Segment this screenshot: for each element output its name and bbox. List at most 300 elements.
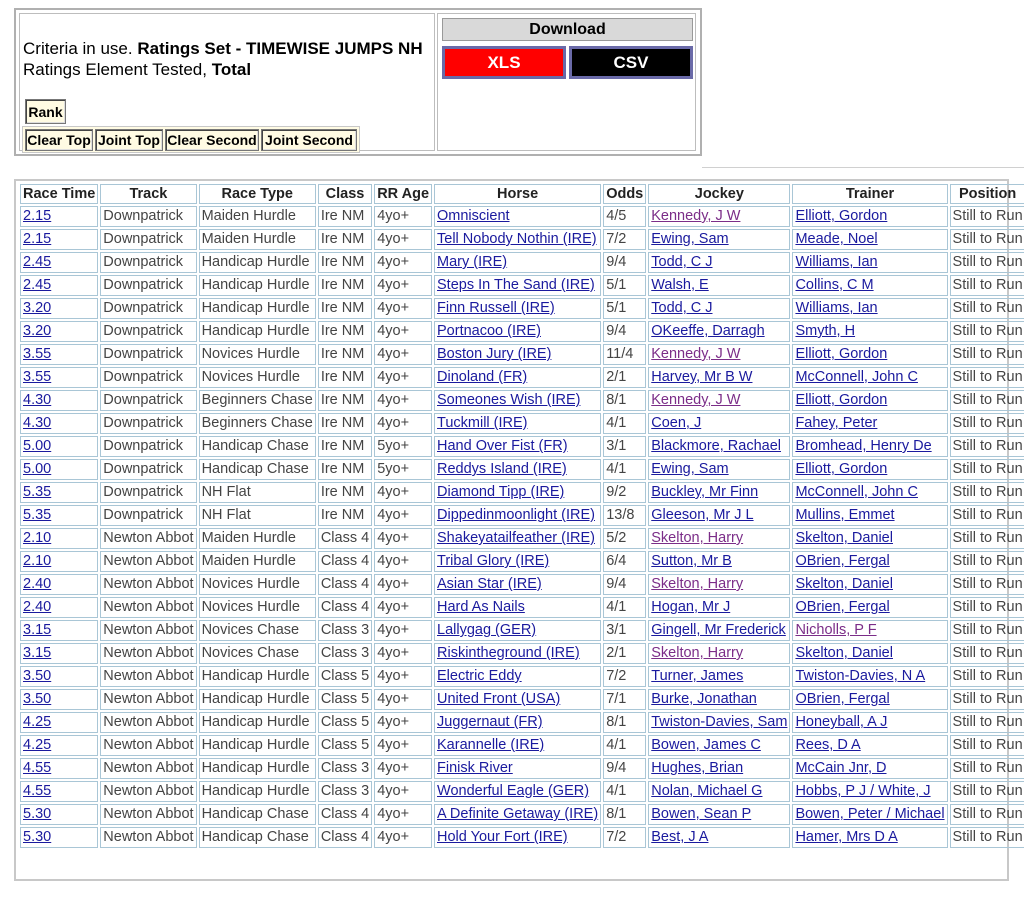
race-time-link[interactable]: 2.40 (23, 576, 52, 592)
jockey-link[interactable]: Skelton, Harry (651, 645, 744, 661)
trainer-link[interactable]: Williams, Ian (795, 300, 878, 316)
cell-class: Class 3 (318, 781, 372, 802)
cell-position: Still to Run (950, 804, 1024, 825)
table-row (20, 804, 1024, 825)
horse-link[interactable]: Diamond Tipp (IRE) (437, 484, 565, 500)
cell-race-time (20, 712, 98, 733)
race-time-link[interactable]: 5.00 (23, 438, 52, 454)
cell-rr-age: 4yo+ (374, 620, 432, 641)
horse-link[interactable]: Hold Your Fort (IRE) (437, 829, 568, 845)
cell-race-type: Maiden Hurdle (199, 229, 316, 250)
cell-track: Downpatrick (100, 505, 196, 526)
cell-odds: 7/1 (603, 689, 646, 710)
cell-rr-age: 4yo+ (374, 275, 432, 296)
horse-link[interactable]: Lallygag (GER) (437, 622, 537, 638)
trainer-link[interactable]: Skelton, Daniel (795, 576, 893, 592)
joint-second-button[interactable]: Joint Second (261, 129, 357, 151)
cell-odds: 4/1 (603, 597, 646, 618)
cell-trainer (792, 390, 947, 411)
cell-class: Class 5 (318, 712, 372, 733)
race-time-link[interactable]: 2.10 (23, 553, 52, 569)
cell-position: Still to Run (950, 689, 1024, 710)
jockey-link[interactable]: Sutton, Mr B (651, 553, 732, 569)
cell-jockey (648, 689, 790, 710)
cell-race-time (20, 459, 98, 480)
table-header-row (20, 184, 1024, 204)
cell-class: Ire NM (318, 275, 372, 296)
table-row (20, 321, 1024, 342)
cell-rr-age: 4yo+ (374, 574, 432, 595)
horse-link[interactable]: Juggernaut (FR) (437, 714, 543, 730)
cell-track: Newton Abbot (100, 689, 196, 710)
cell-trainer (792, 666, 947, 687)
cell-position: Still to Run (950, 528, 1024, 549)
trainer-link[interactable]: Collins, C M (795, 277, 874, 293)
cell-rr-age: 4yo+ (374, 505, 432, 526)
race-time-link[interactable]: 3.20 (23, 323, 52, 339)
cell-horse (434, 252, 601, 273)
cell-race-type: NH Flat (199, 505, 316, 526)
cell-odds: 11/4 (603, 344, 646, 365)
cell-class: Class 4 (318, 528, 372, 549)
cell-class: Class 4 (318, 574, 372, 595)
horse-link[interactable]: Dinoland (FR) (437, 369, 528, 385)
horse-link[interactable]: Boston Jury (IRE) (437, 346, 552, 362)
cell-horse (434, 367, 601, 388)
cell-rr-age: 4yo+ (374, 390, 432, 411)
cell-odds: 5/1 (603, 275, 646, 296)
horse-link[interactable]: A Definite Getaway (IRE) (437, 806, 599, 822)
jockey-link[interactable]: Twiston-Davies, Sam (651, 714, 788, 730)
clear-second-button[interactable]: Clear Second (165, 129, 259, 151)
cell-race-type: Beginners Chase (199, 413, 316, 434)
cell-jockey (648, 252, 790, 273)
race-time-link[interactable]: 5.35 (23, 484, 52, 500)
cell-track: Newton Abbot (100, 712, 196, 733)
cell-jockey (648, 482, 790, 503)
cell-race-type: Handicap Hurdle (199, 275, 316, 296)
cell-position: Still to Run (950, 712, 1024, 733)
cell-class: Class 4 (318, 804, 372, 825)
cell-horse (434, 528, 601, 549)
cell-position: Still to Run (950, 275, 1024, 296)
table-row (20, 413, 1024, 434)
cell-horse (434, 666, 601, 687)
horse-link[interactable]: Steps In The Sand (IRE) (437, 277, 595, 293)
cell-trainer (792, 551, 947, 572)
race-time-link[interactable]: 2.15 (23, 231, 52, 247)
trainer-link[interactable]: Honeyball, A J (795, 714, 888, 730)
jockey-link[interactable]: Kennedy, J W (651, 346, 741, 362)
horse-link[interactable]: Electric Eddy (437, 668, 522, 684)
cell-track: Newton Abbot (100, 827, 196, 848)
cell-race-type: Handicap Hurdle (199, 666, 316, 687)
trainer-link[interactable]: Hamer, Mrs D A (795, 829, 898, 845)
cell-trainer (792, 482, 947, 503)
race-time-link[interactable]: 3.20 (23, 300, 52, 316)
cell-horse (434, 781, 601, 802)
trainer-link[interactable]: Elliott, Gordon (795, 461, 888, 477)
cell-race-type: Novices Hurdle (199, 344, 316, 365)
cell-race-time (20, 551, 98, 572)
cell-horse (434, 735, 601, 756)
column-header-race-time: Race Time (20, 184, 98, 204)
cell-track: Downpatrick (100, 298, 196, 319)
cell-trainer (792, 229, 947, 250)
cell-odds: 13/8 (603, 505, 646, 526)
race-time-link[interactable]: 4.55 (23, 783, 52, 799)
cell-jockey (648, 413, 790, 434)
cell-odds: 3/1 (603, 620, 646, 641)
horse-link[interactable]: Riskintheground (IRE) (437, 645, 580, 661)
cell-trainer (792, 413, 947, 434)
cell-rr-age: 4yo+ (374, 551, 432, 572)
jockey-link[interactable]: Burke, Jonathan (651, 691, 757, 707)
table-row (20, 735, 1024, 756)
cell-trainer (792, 689, 947, 710)
horse-link[interactable]: Finn Russell (IRE) (437, 300, 555, 316)
race-time-link[interactable]: 3.55 (23, 346, 52, 362)
criteria-prefix: Criteria in use. (23, 39, 133, 58)
jockey-link[interactable]: Bowen, Sean P (651, 806, 752, 822)
xls-download-button[interactable]: XLS (442, 46, 566, 79)
cell-trainer (792, 436, 947, 457)
cell-trainer (792, 712, 947, 733)
trainer-link[interactable]: Mullins, Emmet (795, 507, 895, 523)
race-time-link[interactable]: 3.50 (23, 668, 52, 684)
table-row (20, 620, 1024, 641)
horse-link[interactable]: Mary (IRE) (437, 254, 508, 270)
cell-rr-age: 4yo+ (374, 735, 432, 756)
cell-jockey (648, 551, 790, 572)
cell-horse (434, 827, 601, 848)
jockey-link[interactable]: Hughes, Brian (651, 760, 744, 776)
jockey-link[interactable]: Coen, J (651, 415, 702, 431)
horse-link[interactable]: Finisk River (437, 760, 513, 776)
cell-jockey (648, 712, 790, 733)
cell-race-time (20, 735, 98, 756)
jockey-link[interactable]: Skelton, Harry (651, 530, 744, 546)
trainer-link[interactable]: OBrien, Fergal (795, 599, 890, 615)
cell-race-time (20, 206, 98, 227)
race-time-link[interactable]: 2.45 (23, 254, 52, 270)
cell-race-type: Handicap Chase (199, 436, 316, 457)
race-time-link[interactable]: 5.30 (23, 806, 52, 822)
race-time-link[interactable]: 3.15 (23, 622, 52, 638)
joint-top-button[interactable]: Joint Top (95, 129, 163, 151)
jockey-link[interactable]: Nolan, Michael G (651, 783, 763, 799)
table-row (20, 551, 1024, 572)
download-box (437, 13, 696, 151)
rank-button[interactable]: Rank (25, 99, 66, 124)
jockey-link[interactable]: Blackmore, Rachael (651, 438, 781, 454)
cell-jockey (648, 620, 790, 641)
race-time-link[interactable]: 4.25 (23, 714, 52, 730)
race-time-link[interactable]: 2.10 (23, 530, 52, 546)
cell-jockey (648, 206, 790, 227)
race-time-link[interactable]: 5.35 (23, 507, 52, 523)
cell-horse (434, 482, 601, 503)
trainer-link[interactable]: Elliott, Gordon (795, 392, 888, 408)
cell-jockey (648, 459, 790, 480)
cell-rr-age: 4yo+ (374, 321, 432, 342)
cell-track: Downpatrick (100, 413, 196, 434)
cell-race-time (20, 413, 98, 434)
jockey-link[interactable]: Turner, James (651, 668, 744, 684)
cell-position: Still to Run (950, 298, 1024, 319)
cell-odds: 9/4 (603, 758, 646, 779)
horse-link[interactable]: Someones Wish (IRE) (437, 392, 581, 408)
cell-odds: 2/1 (603, 643, 646, 664)
cell-jockey (648, 275, 790, 296)
cell-track: Downpatrick (100, 252, 196, 273)
race-time-link[interactable]: 3.15 (23, 645, 52, 661)
cell-rr-age: 4yo+ (374, 229, 432, 250)
cell-race-time (20, 827, 98, 848)
trainer-link[interactable]: Williams, Ian (795, 254, 878, 270)
jockey-link[interactable]: OKeeffe, Darragh (651, 323, 765, 339)
cell-rr-age: 4yo+ (374, 367, 432, 388)
cell-track: Downpatrick (100, 344, 196, 365)
jockey-link[interactable]: Best, J A (651, 829, 709, 845)
race-time-link[interactable]: 2.45 (23, 277, 52, 293)
trainer-link[interactable]: Bromhead, Henry De (795, 438, 932, 454)
race-time-link[interactable]: 3.50 (23, 691, 52, 707)
cell-trainer (792, 643, 947, 664)
trainer-link[interactable]: McConnell, John C (795, 369, 918, 385)
cell-race-time (20, 482, 98, 503)
cell-race-time (20, 666, 98, 687)
cell-track: Newton Abbot (100, 528, 196, 549)
column-header-odds: Odds (603, 184, 646, 204)
cell-odds: 7/2 (603, 827, 646, 848)
table-row (20, 597, 1024, 618)
cell-race-time (20, 528, 98, 549)
race-time-link[interactable]: 5.30 (23, 829, 52, 845)
race-time-link[interactable]: 4.55 (23, 760, 52, 776)
cell-jockey (648, 528, 790, 549)
cell-class: Class 5 (318, 735, 372, 756)
table-row (20, 298, 1024, 319)
trainer-link[interactable]: Nicholls, P F (795, 622, 877, 638)
race-time-link[interactable]: 4.30 (23, 392, 52, 408)
race-time-link[interactable]: 5.00 (23, 461, 52, 477)
results-table (18, 182, 1024, 850)
cell-race-type: Novices Hurdle (199, 574, 316, 595)
cell-race-type: Novices Chase (199, 620, 316, 641)
cell-race-time (20, 804, 98, 825)
download-label: Download (442, 18, 693, 41)
race-time-link[interactable]: 2.15 (23, 208, 52, 224)
cell-rr-age: 4yo+ (374, 827, 432, 848)
cell-rr-age: 4yo+ (374, 528, 432, 549)
table-row (20, 275, 1024, 296)
trainer-link[interactable]: Twiston-Davies, N A (795, 668, 926, 684)
cell-track: Downpatrick (100, 321, 196, 342)
trainer-link[interactable]: Meade, Noel (795, 231, 878, 247)
table-row (20, 229, 1024, 250)
cell-position: Still to Run (950, 206, 1024, 227)
cell-position: Still to Run (950, 827, 1024, 848)
criteria-box (19, 13, 435, 151)
cell-horse (434, 206, 601, 227)
trainer-link[interactable]: Rees, D A (795, 737, 861, 753)
horse-link[interactable]: Portnacoo (IRE) (437, 323, 541, 339)
horse-link[interactable]: United Front (USA) (437, 691, 561, 707)
cell-trainer (792, 459, 947, 480)
cell-track: Downpatrick (100, 206, 196, 227)
cell-race-time (20, 390, 98, 411)
race-time-link[interactable]: 2.40 (23, 599, 52, 615)
results-container (14, 179, 1023, 881)
trainer-link[interactable]: McCain Jnr, D (795, 760, 887, 776)
trainer-link[interactable]: Fahey, Peter (795, 415, 878, 431)
horse-link[interactable]: Karannelle (IRE) (437, 737, 545, 753)
table-row (20, 643, 1024, 664)
race-time-link[interactable]: 4.30 (23, 415, 52, 431)
cell-class: Ire NM (318, 298, 372, 319)
horse-link[interactable]: Reddys Island (IRE) (437, 461, 567, 477)
jockey-link[interactable]: Ewing, Sam (651, 461, 729, 477)
cell-race-time (20, 275, 98, 296)
cell-race-type: Novices Hurdle (199, 367, 316, 388)
horse-link[interactable]: Tell Nobody Nothin (IRE) (437, 231, 597, 247)
trainer-link[interactable]: McConnell, John C (795, 484, 918, 500)
trainer-link[interactable]: Elliott, Gordon (795, 208, 888, 224)
cell-class: Class 3 (318, 620, 372, 641)
jockey-link[interactable]: Todd, C J (651, 300, 713, 316)
cell-rr-age: 4yo+ (374, 712, 432, 733)
table-row (20, 758, 1024, 779)
cell-trainer (792, 574, 947, 595)
horse-link[interactable]: Wonderful Eagle (GER) (437, 783, 590, 799)
jockey-link[interactable]: Bowen, James C (651, 737, 761, 753)
cell-horse (434, 597, 601, 618)
horse-link[interactable]: Omniscient (437, 208, 510, 224)
race-time-link[interactable]: 3.55 (23, 369, 52, 385)
criteria-text (23, 38, 423, 80)
cell-position: Still to Run (950, 666, 1024, 687)
cell-horse (434, 344, 601, 365)
cell-horse (434, 321, 601, 342)
cell-track: Downpatrick (100, 482, 196, 503)
cell-jockey (648, 505, 790, 526)
jockey-link[interactable]: Ewing, Sam (651, 231, 729, 247)
jockey-link[interactable]: Hogan, Mr J (651, 599, 731, 615)
jockey-link[interactable]: Gingell, Mr Frederick (651, 622, 786, 638)
trainer-link[interactable]: Bowen, Peter / Michael (795, 806, 945, 822)
cell-rr-age: 4yo+ (374, 758, 432, 779)
cell-race-time (20, 689, 98, 710)
table-row (20, 781, 1024, 802)
jockey-link[interactable]: Buckley, Mr Finn (651, 484, 759, 500)
cell-race-type: Handicap Hurdle (199, 298, 316, 319)
race-time-link[interactable]: 4.25 (23, 737, 52, 753)
table-row (20, 344, 1024, 365)
table-row (20, 482, 1024, 503)
trainer-link[interactable]: Elliott, Gordon (795, 346, 888, 362)
trainer-link[interactable]: Skelton, Daniel (795, 530, 893, 546)
cell-position: Still to Run (950, 390, 1024, 411)
horse-link[interactable]: Hand Over Fist (FR) (437, 438, 568, 454)
trainer-link[interactable]: OBrien, Fergal (795, 553, 890, 569)
cell-trainer (792, 827, 947, 848)
csv-download-button[interactable]: CSV (569, 46, 693, 79)
jockey-link[interactable]: Todd, C J (651, 254, 713, 270)
cell-track: Newton Abbot (100, 620, 196, 641)
cell-position: Still to Run (950, 459, 1024, 480)
horse-link[interactable]: Shakeyatailfeather (IRE) (437, 530, 595, 546)
jockey-link[interactable]: Skelton, Harry (651, 576, 744, 592)
cell-race-type: Handicap Chase (199, 459, 316, 480)
cell-horse (434, 643, 601, 664)
cell-race-time (20, 252, 98, 273)
cell-race-type: Maiden Hurdle (199, 206, 316, 227)
cell-rr-age: 4yo+ (374, 344, 432, 365)
cell-class: Ire NM (318, 459, 372, 480)
horse-link[interactable]: Hard As Nails (437, 599, 525, 615)
cell-rr-age: 4yo+ (374, 413, 432, 434)
cell-trainer (792, 252, 947, 273)
cell-trainer (792, 321, 947, 342)
jockey-link[interactable]: Harvey, Mr B W (651, 369, 753, 385)
cell-class: Ire NM (318, 252, 372, 273)
trainer-link[interactable]: Smyth, H (795, 323, 856, 339)
jockey-link[interactable]: Walsh, E (651, 277, 709, 293)
cell-race-type: Beginners Chase (199, 390, 316, 411)
cell-rr-age: 4yo+ (374, 206, 432, 227)
horse-link[interactable]: Tribal Glory (IRE) (437, 553, 550, 569)
cell-class: Ire NM (318, 206, 372, 227)
cell-track: Newton Abbot (100, 666, 196, 687)
cell-horse (434, 551, 601, 572)
trainer-link[interactable]: Hobbs, P J / White, J (795, 783, 931, 799)
cell-position: Still to Run (950, 229, 1024, 250)
table-row (20, 689, 1024, 710)
cell-race-type: Maiden Hurdle (199, 528, 316, 549)
cell-rr-age: 5yo+ (374, 436, 432, 457)
cell-jockey (648, 390, 790, 411)
cell-jockey (648, 827, 790, 848)
cell-horse (434, 390, 601, 411)
table-row (20, 574, 1024, 595)
cell-trainer (792, 275, 947, 296)
cell-odds: 6/4 (603, 551, 646, 572)
cell-odds: 4/1 (603, 459, 646, 480)
cell-odds: 8/1 (603, 712, 646, 733)
cell-class: Ire NM (318, 482, 372, 503)
cell-track: Newton Abbot (100, 551, 196, 572)
clear-top-button[interactable]: Clear Top (25, 129, 93, 151)
cell-position: Still to Run (950, 758, 1024, 779)
cell-race-time (20, 321, 98, 342)
cell-trainer (792, 597, 947, 618)
horse-link[interactable]: Tuckmill (IRE) (437, 415, 528, 431)
jockey-link[interactable]: Kennedy, J W (651, 392, 741, 408)
column-header-position: Position (950, 184, 1024, 204)
cell-jockey (648, 597, 790, 618)
cell-rr-age: 4yo+ (374, 781, 432, 802)
trainer-link[interactable]: Skelton, Daniel (795, 645, 893, 661)
jockey-link[interactable]: Kennedy, J W (651, 208, 741, 224)
trainer-link[interactable]: OBrien, Fergal (795, 691, 890, 707)
cell-jockey (648, 321, 790, 342)
cell-trainer (792, 528, 947, 549)
horse-link[interactable]: Asian Star (IRE) (437, 576, 542, 592)
jockey-link[interactable]: Gleeson, Mr J L (651, 507, 754, 523)
cell-race-time (20, 781, 98, 802)
horse-link[interactable]: Dippedinmoonlight (IRE) (437, 507, 595, 523)
